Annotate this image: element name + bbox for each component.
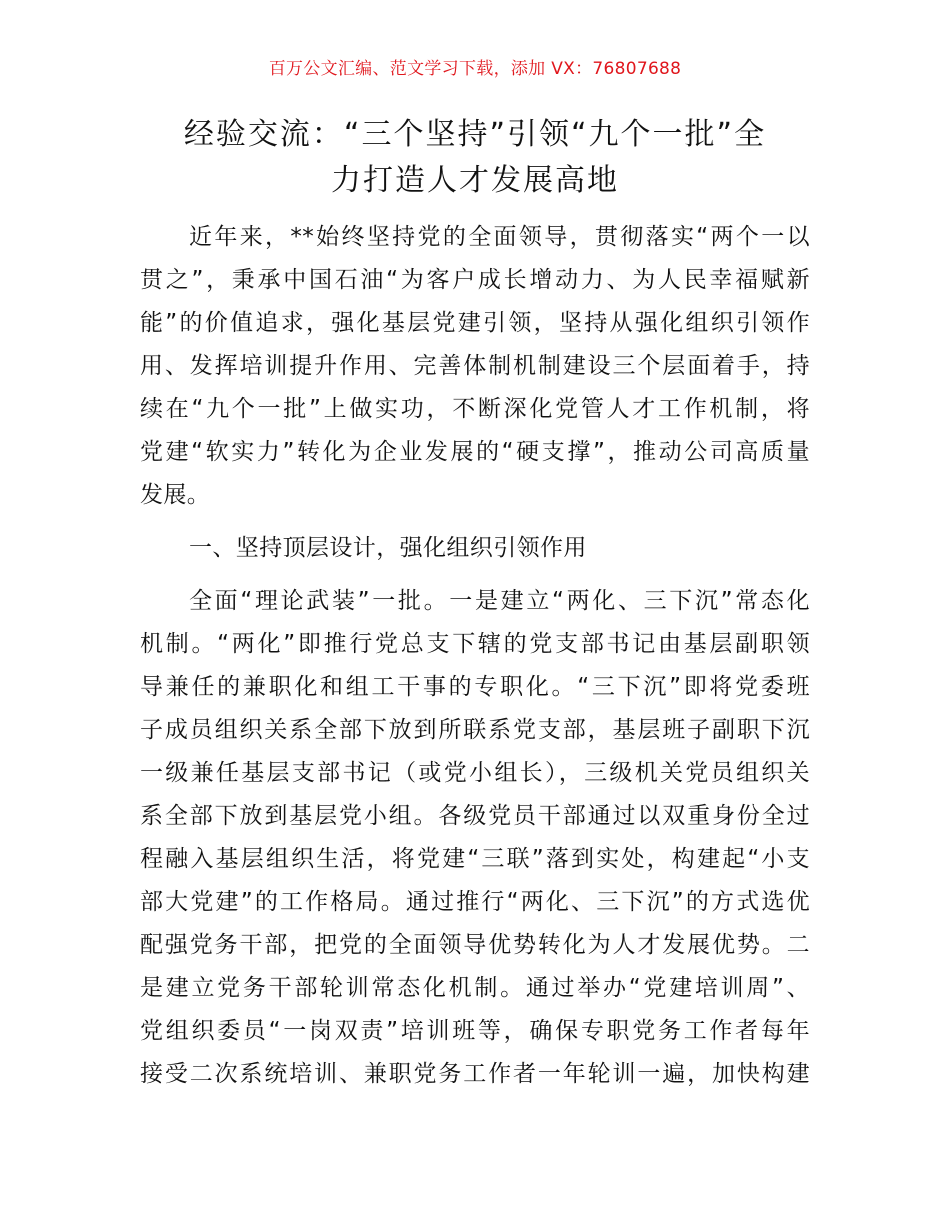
text-line: 机制。“两化”即推行党总支下辖的党支部书记由基层副职领 bbox=[140, 631, 810, 657]
text-line: 接受二次系统培训、兼职党务工作者一年轮训一遍，加快构建 bbox=[140, 1061, 810, 1087]
text-line: 党建“软实力”转化为企业发展的“硬支撑”，推动公司高质量 bbox=[140, 439, 810, 465]
text-line: 近年来，**始终坚持党的全面领导，贯彻落实“两个一以 bbox=[189, 224, 810, 250]
heading-line: 一、坚持顶层设计，强化组织引领作用 bbox=[189, 535, 587, 561]
text-line: 续在“九个一批”上做实功，不断深化党管人才工作机制，将 bbox=[140, 396, 810, 422]
text-line: 贯之”，秉承中国石油“为客户成长增动力、为人民幸福赋新 bbox=[140, 267, 810, 293]
text-line: 导兼任的兼职化和组工干事的专职化。“三下沉”即将党委班 bbox=[140, 674, 810, 700]
text-line: 能”的价值追求，强化基层党建引领，坚持从强化组织引领作 bbox=[140, 310, 810, 336]
text-line: 是建立党务干部轮训常态化机制。通过举办“党建培训周”、 bbox=[140, 975, 810, 1001]
title-line: 力打造人才发展高地 bbox=[331, 163, 619, 198]
text-line: 发展。 bbox=[140, 482, 211, 508]
header-banner: 百万公文汇编、范文学习下载，添加 VX：76807688 bbox=[268, 59, 682, 79]
title-line: 经验交流：“三个坚持”引领“九个一批”全 bbox=[183, 117, 767, 152]
text-line: 用、发挥培训提升作用、完善体制机制建设三个层面着手，持 bbox=[140, 353, 810, 379]
text-line: 党组织委员“一岗双责”培训班等，确保专职党务工作者每年 bbox=[140, 1018, 810, 1044]
text-line: 程融入基层组织生活，将党建“三联”落到实处，构建起“小支 bbox=[140, 846, 810, 872]
text-line: 配强党务干部，把党的全面领导优势转化为人才发展优势。二 bbox=[140, 932, 810, 958]
text-line: 子成员组织关系全部下放到所联系党支部，基层班子副职下沉 bbox=[140, 717, 810, 743]
text-line: 全面“理论武装”一批。一是建立“两化、三下沉”常态化 bbox=[189, 588, 810, 614]
text-line: 部大党建”的工作格局。通过推行“两化、三下沉”的方式选优 bbox=[140, 889, 810, 915]
text-line: 系全部下放到基层党小组。各级党员干部通过以双重身份全过 bbox=[140, 803, 810, 829]
text-line: 一级兼任基层支部书记（或党小组长），三级机关党员组织关 bbox=[140, 760, 810, 786]
